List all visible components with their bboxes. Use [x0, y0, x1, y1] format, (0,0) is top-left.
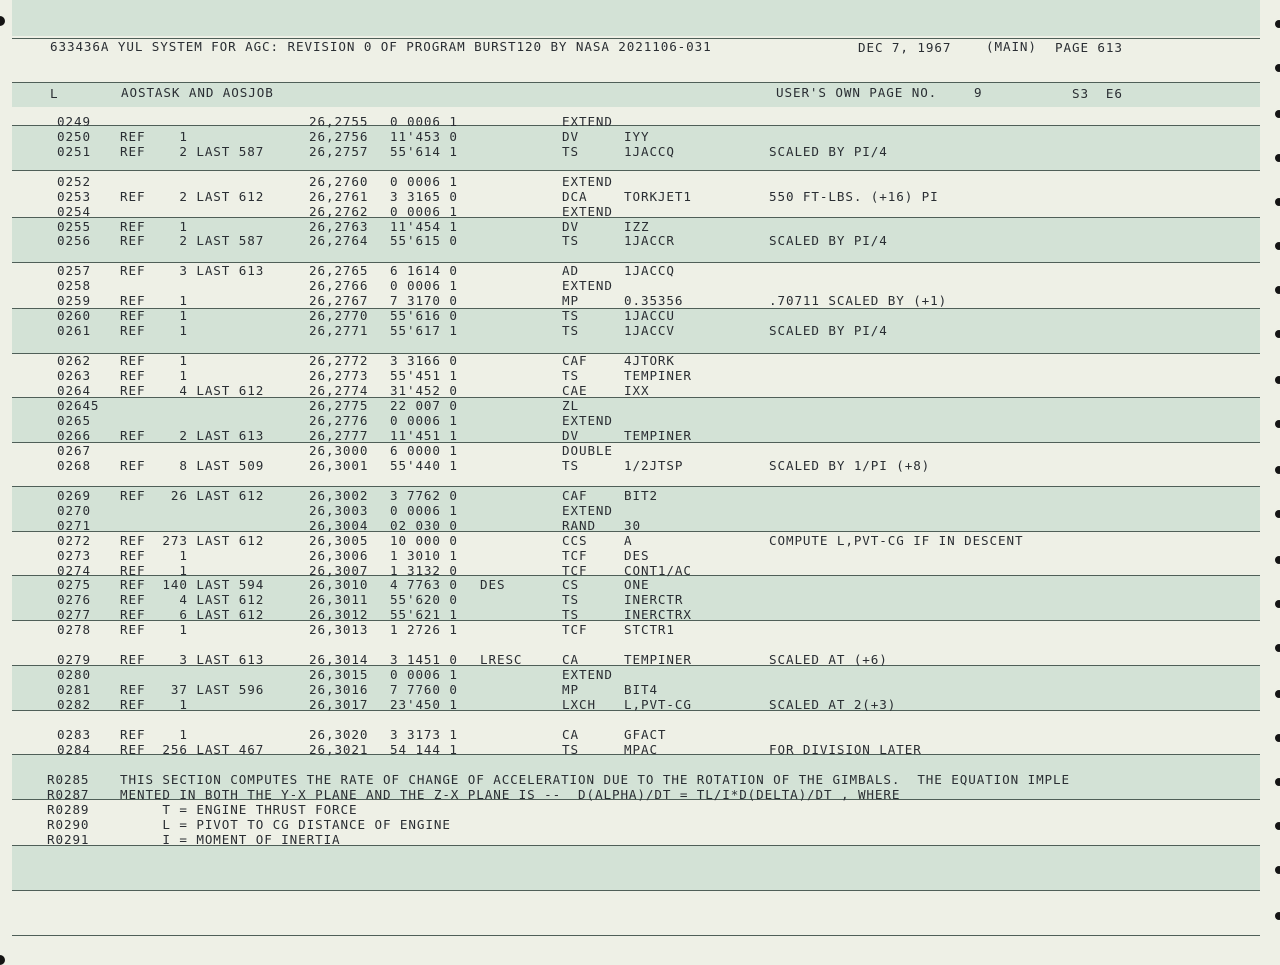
row-operand: MPAC: [624, 742, 658, 757]
row-label: LRESC: [480, 652, 523, 667]
row-line: 0281: [57, 682, 91, 697]
row-line: 02645: [57, 398, 100, 413]
row-ref: REF 1: [120, 727, 188, 742]
row-op: TS: [562, 308, 579, 323]
row-line: 0252: [57, 174, 91, 189]
row-line: 0262: [57, 353, 91, 368]
row-word: 0 0006 1: [390, 278, 458, 293]
ruled-line: [12, 125, 1260, 126]
row-addr: 26,3010: [309, 577, 369, 592]
sprocket-hole: [1275, 420, 1280, 428]
row-operand: 1JACCV: [624, 323, 675, 338]
row-line: 0255: [57, 219, 91, 234]
row-op: DOUBLE: [562, 443, 613, 458]
row-word: 10 000 0: [390, 533, 458, 548]
remark-line-number: R0287: [47, 787, 90, 802]
row-addr: 26,3005: [309, 533, 369, 548]
sprocket-hole: [1275, 154, 1280, 162]
row-op: TS: [562, 144, 579, 159]
row-addr: 26,2770: [309, 308, 369, 323]
sprocket-hole: [1275, 198, 1280, 206]
row-line: 0249: [57, 114, 91, 129]
sprocket-hole: [1275, 778, 1280, 786]
row-line: 0282: [57, 697, 91, 712]
row-word: 0 0006 1: [390, 174, 458, 189]
row-word: 23'450 1: [390, 697, 458, 712]
row-op: TS: [562, 323, 579, 338]
row-ref: REF 1: [120, 622, 188, 637]
users-page-label: USER'S OWN PAGE NO.: [776, 85, 938, 100]
row-word: 6 1614 0: [390, 263, 458, 278]
row-line: 0274: [57, 563, 91, 578]
sprocket-hole: [1275, 690, 1280, 698]
sprocket-hole: [1275, 286, 1280, 294]
row-ref: REF 256 LAST 467: [120, 742, 265, 757]
row-op: TS: [562, 233, 579, 248]
row-operand: 30: [624, 518, 641, 533]
row-comment: COMPUTE L,PVT-CG IF IN DESCENT: [769, 533, 1024, 548]
row-comment: .70711 SCALED BY (+1): [769, 293, 948, 308]
row-op: EXTEND: [562, 114, 613, 129]
row-word: 55'620 0: [390, 592, 458, 607]
row-operand: CONT1/AC: [624, 563, 692, 578]
row-word: 02 030 0: [390, 518, 458, 533]
ruled-line: [12, 217, 1260, 218]
row-addr: 26,2760: [309, 174, 369, 189]
row-comment: SCALED BY PI/4: [769, 233, 888, 248]
row-op: ZL: [562, 398, 579, 413]
row-operand: INERCTR: [624, 592, 684, 607]
row-addr: 26,2771: [309, 323, 369, 338]
row-addr: 26,2757: [309, 144, 369, 159]
row-line: 0253: [57, 189, 91, 204]
row-word: 3 3166 0: [390, 353, 458, 368]
row-ref: REF 37 LAST 596: [120, 682, 265, 697]
row-ref: REF 1: [120, 219, 188, 234]
ruled-line: [12, 486, 1260, 487]
header-program-line: 633436A YUL SYSTEM FOR AGC: REVISION 0 OF PROGRAM BURST120 BY NASA 2021106-031: [50, 39, 712, 54]
row-operand: IZZ: [624, 219, 650, 234]
row-line: 0267: [57, 443, 91, 458]
sprocket-hole: [1275, 556, 1280, 564]
row-line: 0258: [57, 278, 91, 293]
row-line: 0257: [57, 263, 91, 278]
row-operand: 1JACCR: [624, 233, 675, 248]
row-op: RAND: [562, 518, 596, 533]
row-op: EXTEND: [562, 413, 613, 428]
row-comment: 550 FT-LBS. (+16) PI: [769, 189, 939, 204]
row-operand: 1JACCQ: [624, 263, 675, 278]
row-op: CCS: [562, 533, 588, 548]
row-line: 0264: [57, 383, 91, 398]
row-word: 7 7760 0: [390, 682, 458, 697]
sprocket-hole: [1275, 734, 1280, 742]
row-word: 0 0006 1: [390, 667, 458, 682]
row-line: 0259: [57, 293, 91, 308]
row-line: 0278: [57, 622, 91, 637]
row-ref: REF 1: [120, 563, 188, 578]
sprocket-hole: [1275, 376, 1280, 384]
row-line: 0263: [57, 368, 91, 383]
row-addr: 26,2775: [309, 398, 369, 413]
row-op: TS: [562, 592, 579, 607]
row-word: 3 1451 0: [390, 652, 458, 667]
row-word: 55'440 1: [390, 458, 458, 473]
row-addr: 26,3017: [309, 697, 369, 712]
row-op: EXTEND: [562, 174, 613, 189]
row-ref: REF 6 LAST 612: [120, 607, 265, 622]
row-op: TS: [562, 742, 579, 757]
ruled-line: [12, 890, 1260, 891]
row-operand: 4JTORK: [624, 353, 675, 368]
row-line: 0266: [57, 428, 91, 443]
row-operand: TORKJET1: [624, 189, 692, 204]
sprocket-hole: [1275, 912, 1280, 920]
row-line: 0250: [57, 129, 91, 144]
section-title: AOSTASK AND AOSJOB: [121, 85, 274, 100]
remark-text: L = PIVOT TO CG DISTANCE OF ENGINE: [120, 817, 451, 832]
row-word: 31'452 0: [390, 383, 458, 398]
row-ref: REF 1: [120, 548, 188, 563]
row-word: 11'451 1: [390, 428, 458, 443]
row-op: CA: [562, 652, 579, 667]
row-addr: 26,2765: [309, 263, 369, 278]
row-addr: 26,3001: [309, 458, 369, 473]
sprocket-hole: [0, 16, 5, 26]
row-ref: REF 8 LAST 509: [120, 458, 265, 473]
row-op: CAE: [562, 383, 588, 398]
row-word: 55'621 1: [390, 607, 458, 622]
row-op: TS: [562, 607, 579, 622]
row-op: EXTEND: [562, 503, 613, 518]
sprocket-hole: [1275, 510, 1280, 518]
row-word: 55'451 1: [390, 368, 458, 383]
row-operand: 1JACCQ: [624, 144, 675, 159]
row-ref: REF 1: [120, 697, 188, 712]
sprocket-hole: [1275, 822, 1280, 830]
row-word: 0 0006 1: [390, 503, 458, 518]
row-op: DCA: [562, 189, 588, 204]
row-addr: 26,2774: [309, 383, 369, 398]
row-addr: 26,2766: [309, 278, 369, 293]
row-line: 0251: [57, 144, 91, 159]
row-word: 3 7762 0: [390, 488, 458, 503]
row-word: 6 0000 1: [390, 443, 458, 458]
header-date: DEC 7, 1967: [858, 40, 952, 55]
row-addr: 26,3014: [309, 652, 369, 667]
row-word: 22 007 0: [390, 398, 458, 413]
sprocket-hole: [1275, 110, 1280, 118]
row-word: 7 3170 0: [390, 293, 458, 308]
row-line: 0273: [57, 548, 91, 563]
row-ref: REF 4 LAST 612: [120, 592, 265, 607]
row-operand: 0.35356: [624, 293, 684, 308]
row-ref: REF 1: [120, 129, 188, 144]
sprocket-hole: [1275, 64, 1280, 72]
remark-line-number: R0289: [47, 802, 90, 817]
row-ref: REF 140 LAST 594: [120, 577, 265, 592]
sprocket-hole: [1275, 466, 1280, 474]
row-op: TCF: [562, 563, 588, 578]
row-comment: SCALED BY 1/PI (+8): [769, 458, 931, 473]
row-op: CAF: [562, 353, 588, 368]
row-addr: 26,2772: [309, 353, 369, 368]
row-ref: REF 1: [120, 368, 188, 383]
greenbar-band: [12, 0, 1260, 36]
row-addr: 26,3003: [309, 503, 369, 518]
row-ref: REF 2 LAST 587: [120, 144, 265, 159]
row-comment: SCALED BY PI/4: [769, 144, 888, 159]
row-ref: REF 2 LAST 612: [120, 189, 265, 204]
row-operand: TEMPINER: [624, 652, 692, 667]
row-line: 0280: [57, 667, 91, 682]
row-addr: 26,2776: [309, 413, 369, 428]
row-op: CS: [562, 577, 579, 592]
row-op: AD: [562, 263, 579, 278]
row-ref: REF 1: [120, 293, 188, 308]
row-ref: REF 2 LAST 587: [120, 233, 265, 248]
row-addr: 26,3012: [309, 607, 369, 622]
row-operand: IXX: [624, 383, 650, 398]
row-ref: REF 1: [120, 353, 188, 368]
row-line: 0272: [57, 533, 91, 548]
row-operand: TEMPINER: [624, 428, 692, 443]
ruled-line: [12, 82, 1260, 83]
row-operand: L,PVT-CG: [624, 697, 692, 712]
row-addr: 26,3004: [309, 518, 369, 533]
row-addr: 26,2762: [309, 204, 369, 219]
row-addr: 26,3015: [309, 667, 369, 682]
row-op: LXCH: [562, 697, 596, 712]
row-line: 0268: [57, 458, 91, 473]
row-word: 11'454 1: [390, 219, 458, 234]
remark-text: THIS SECTION COMPUTES THE RATE OF CHANGE OF ACCELERATION DUE TO THE ROTATION OF THE GIMBALS. THE EQUATION IMPLE: [120, 772, 1070, 787]
row-addr: 26,3006: [309, 548, 369, 563]
row-operand: TEMPINER: [624, 368, 692, 383]
row-op: DV: [562, 428, 579, 443]
row-word: 0 0006 1: [390, 204, 458, 219]
row-operand: IYY: [624, 129, 650, 144]
row-ref: REF 1: [120, 323, 188, 338]
row-word: 11'453 0: [390, 129, 458, 144]
row-addr: 26,2756: [309, 129, 369, 144]
row-addr: 26,2777: [309, 428, 369, 443]
row-word: 0 0006 1: [390, 114, 458, 129]
row-word: 55'616 0: [390, 308, 458, 323]
row-operand: 1/2JTSP: [624, 458, 684, 473]
row-op: EXTEND: [562, 204, 613, 219]
row-operand: BIT2: [624, 488, 658, 503]
row-op: DV: [562, 219, 579, 234]
row-op: TS: [562, 368, 579, 383]
sprocket-hole: [1275, 242, 1280, 250]
row-word: 55'615 0: [390, 233, 458, 248]
header-build: (MAIN): [986, 39, 1037, 54]
row-word: 1 3010 1: [390, 548, 458, 563]
row-addr: 26,3020: [309, 727, 369, 742]
header-page: PAGE 613: [1055, 40, 1123, 55]
row-line: 0270: [57, 503, 91, 518]
row-label: DES: [480, 577, 506, 592]
row-comment: SCALED BY PI/4: [769, 323, 888, 338]
remark-text: I = MOMENT OF INERTIA: [120, 832, 341, 847]
row-line: 0277: [57, 607, 91, 622]
row-addr: 26,2755: [309, 114, 369, 129]
row-line: 0284: [57, 742, 91, 757]
row-operand: BIT4: [624, 682, 658, 697]
row-line: 0276: [57, 592, 91, 607]
remark-text: T = ENGINE THRUST FORCE: [120, 802, 358, 817]
users-page-number: 9: [974, 85, 983, 100]
row-operand: STCTR1: [624, 622, 675, 637]
ruled-line: [12, 170, 1260, 171]
row-operand: INERCTRX: [624, 607, 692, 622]
row-word: 55'617 1: [390, 323, 458, 338]
row-word: 55'614 1: [390, 144, 458, 159]
sprocket-hole: [1275, 644, 1280, 652]
remark-line-number: R0285: [47, 772, 90, 787]
row-operand: 1JACCU: [624, 308, 675, 323]
row-addr: 26,3000: [309, 443, 369, 458]
sprocket-hole: [1275, 600, 1280, 608]
row-ref: REF 3 LAST 613: [120, 263, 265, 278]
ruled-line: [12, 935, 1260, 936]
row-word: 4 7763 0: [390, 577, 458, 592]
row-comment: SCALED AT 2(+3): [769, 697, 897, 712]
row-line: 0279: [57, 652, 91, 667]
row-line: 0271: [57, 518, 91, 533]
row-line: 0269: [57, 488, 91, 503]
row-word: 54 144 1: [390, 742, 458, 757]
row-addr: 26,2767: [309, 293, 369, 308]
row-op: MP: [562, 682, 579, 697]
row-op: EXTEND: [562, 278, 613, 293]
row-operand: GFACT: [624, 727, 667, 742]
sprocket-hole: [1275, 20, 1280, 28]
row-addr: 26,3013: [309, 622, 369, 637]
row-addr: 26,2763: [309, 219, 369, 234]
column-letter: L: [50, 86, 59, 101]
row-operand: ONE: [624, 577, 650, 592]
row-word: 1 2726 1: [390, 622, 458, 637]
remark-line-number: R0291: [47, 832, 90, 847]
row-addr: 26,2761: [309, 189, 369, 204]
row-addr: 26,3007: [309, 563, 369, 578]
row-word: 0 0006 1: [390, 413, 458, 428]
row-op: TS: [562, 458, 579, 473]
row-operand: A: [624, 533, 633, 548]
row-ref: REF 26 LAST 612: [120, 488, 265, 503]
greenbar-band: [12, 845, 1260, 890]
row-ref: REF 3 LAST 613: [120, 652, 265, 667]
row-line: 0256: [57, 233, 91, 248]
row-word: 1 3132 0: [390, 563, 458, 578]
row-addr: 26,3002: [309, 488, 369, 503]
row-addr: 26,2764: [309, 233, 369, 248]
row-line: 0265: [57, 413, 91, 428]
row-op: CAF: [562, 488, 588, 503]
row-op: DV: [562, 129, 579, 144]
row-word: 3 3173 1: [390, 727, 458, 742]
row-comment: SCALED AT (+6): [769, 652, 888, 667]
row-ref: REF 2 LAST 613: [120, 428, 265, 443]
sprocket-hole: [1275, 866, 1280, 874]
row-addr: 26,3016: [309, 682, 369, 697]
sprocket-hole: [0, 955, 5, 965]
row-operand: DES: [624, 548, 650, 563]
row-line: 0260: [57, 308, 91, 323]
row-op: CA: [562, 727, 579, 742]
row-op: EXTEND: [562, 667, 613, 682]
row-line: 0254: [57, 204, 91, 219]
row-ref: REF 273 LAST 612: [120, 533, 265, 548]
row-op: MP: [562, 293, 579, 308]
row-op: TCF: [562, 622, 588, 637]
row-addr: 26,2773: [309, 368, 369, 383]
sprocket-hole: [1275, 330, 1280, 338]
row-addr: 26,3011: [309, 592, 369, 607]
remark-line-number: R0290: [47, 817, 90, 832]
row-addr: 26,3021: [309, 742, 369, 757]
row-word: 3 3165 0: [390, 189, 458, 204]
remark-text: MENTED IN BOTH THE Y-X PLANE AND THE Z-X PLANE IS -- D(ALPHA)/DT = TL/I*D(DELTA)/DT , WHERE: [120, 787, 901, 802]
row-comment: FOR DIVISION LATER: [769, 742, 922, 757]
row-ref: REF 4 LAST 612: [120, 383, 265, 398]
row-op: TCF: [562, 548, 588, 563]
row-line: 0283: [57, 727, 91, 742]
row-ref: REF 1: [120, 308, 188, 323]
section-codes: S3 E6: [1072, 86, 1123, 101]
row-line: 0261: [57, 323, 91, 338]
row-line: 0275: [57, 577, 91, 592]
